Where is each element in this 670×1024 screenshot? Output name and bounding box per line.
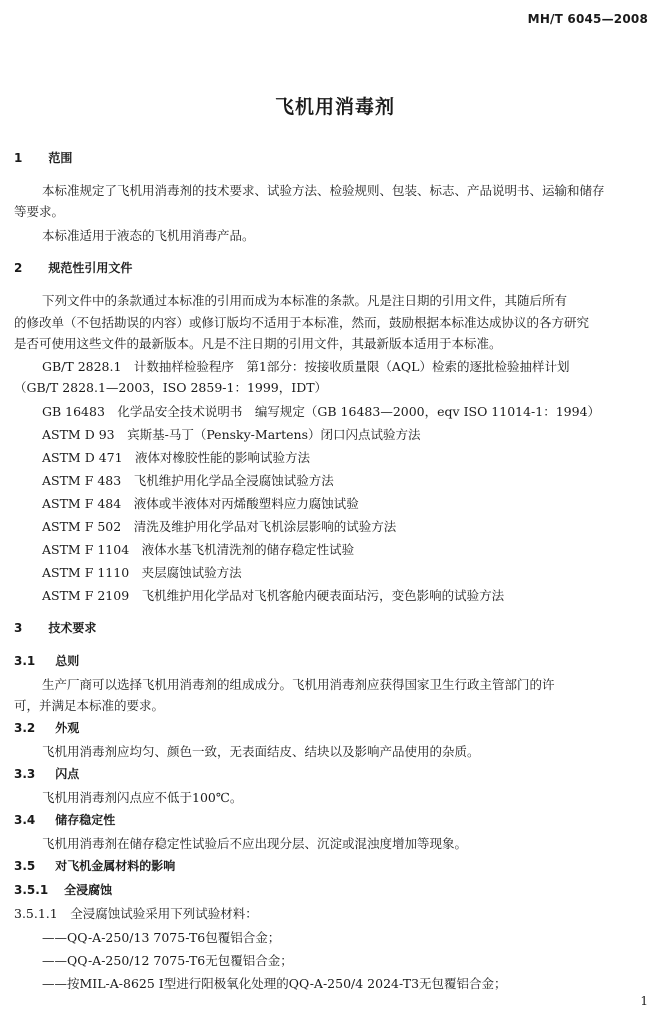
paragraph-line: ASTM F 483 飞机维护用化学品全浸腐蚀试验方法: [42, 473, 334, 488]
section-title: 对飞机金属材料的影响: [55, 859, 176, 873]
section-title: 全浸腐蚀: [64, 883, 113, 897]
section-number: 3.5: [14, 859, 36, 873]
paragraph-line: 3.5.1.1 全浸腐蚀试验采用下列试验材料：: [14, 906, 258, 921]
paragraph-line: ASTM F 502 清洗及维护用化学品对飞机涂层影响的试验方法: [42, 519, 397, 534]
paragraph-line: GB/T 2828.1 计数抽样检验程序 第1部分：按接收质量限（AQL）检索的逐批检验抽样计划: [42, 359, 570, 374]
paragraph-line: ASTM F 1110 夹层腐蚀试验方法: [42, 565, 242, 580]
paragraph-line: 本标准适用于液态的飞机用消毒产品。: [42, 228, 255, 243]
paragraph-line: ASTM F 2109 飞机维护用化学品对飞机客舱内硬表面玷污，变色影响的试验方法: [42, 588, 505, 603]
paragraph-line: ——QQ-A-250/12 7075-T6无包覆铝合金；: [42, 953, 293, 968]
section-heading: [14, 620, 96, 636]
section-number: 2: [14, 261, 23, 275]
section-number: 3.5.1: [14, 883, 49, 897]
paragraph-line: GB 16483 化学品安全技术说明书 编写规定（GB 16483—2000，eqv ISO 11014-1：1994）: [42, 404, 601, 419]
section-title: 储存稳定性: [55, 813, 116, 827]
paragraph-line: （GB/T 2828.1—2003，ISO 2859-1：1999，IDT）: [14, 380, 328, 395]
section-heading: [14, 260, 132, 276]
paragraph-line: ——QQ-A-250/13 7075-T6包覆铝合金；: [42, 930, 281, 945]
section-number: 3.4: [14, 813, 36, 827]
paragraph-line: 飞机用消毒剂在储存稳定性试验后不应出现分层、沉淀或混浊度增加等现象。: [42, 836, 468, 851]
standard-number: MH/T 6045—2008: [527, 12, 648, 26]
paragraph-line: 本标准规定了飞机用消毒剂的技术要求、试验方法、检验规则、包装、标志、产品说明书、运输和储存: [42, 183, 605, 198]
document-title: 飞机用消毒剂: [274, 96, 395, 118]
section-heading: [14, 150, 72, 166]
section-title: 外观: [55, 721, 80, 735]
paragraph-line: 的修改单（不包括勘误的内容）或修订版均不适用于本标准，然而，鼓励根据本标准达成协议的各方研究: [14, 315, 590, 330]
section-heading: [14, 858, 175, 874]
paragraph-line: ASTM F 484 液体或半液体对丙烯酸塑料应力腐蚀试验: [42, 496, 359, 511]
section-heading: [14, 882, 112, 898]
section-heading: [14, 720, 79, 736]
section-heading: [14, 812, 115, 828]
paragraph-line: 生产厂商可以选择飞机用消毒剂的组成成分。飞机用消毒剂应获得国家卫生行政主管部门的许: [42, 677, 555, 692]
paragraph-line: 是否可使用这些文件的最新版本。凡是不注日期的引用文件，其最新版本适用于本标准。: [14, 336, 502, 351]
page-number: 1: [640, 994, 648, 1008]
paragraph-line: ——按MIL-A-8625 Ⅰ型进行阳极氧化处理的QQ-A-250/4 2024-T3无包覆铝合金；: [42, 976, 507, 991]
section-heading: [14, 653, 79, 669]
section-number: 1: [14, 151, 23, 165]
section-number: 3.3: [14, 767, 36, 781]
paragraph-line: ASTM D 471 液体对橡胶性能的影响试验方法: [42, 450, 311, 465]
section-title: 范围: [48, 151, 73, 165]
paragraph-line: 下列文件中的条款通过本标准的引用而成为本标准的条款。凡是注日期的引用文件，其随后所有: [42, 293, 568, 308]
paragraph-line: 飞机用消毒剂闪点应不低于100℃。: [42, 790, 243, 805]
paragraph-line: ASTM F 1104 液体水基飞机清洗剂的储存稳定性试验: [42, 542, 355, 557]
section-number: 3.2: [14, 721, 36, 735]
paragraph-line: 可，并满足本标准的要求。: [14, 698, 165, 713]
paragraph-line: ASTM D 93 宾斯基-马丁（Pensky-Martens）闭口闪点试验方法: [42, 427, 421, 442]
paragraph-line: 等要求。: [14, 204, 65, 219]
section-title: 技术要求: [48, 621, 97, 635]
section-title: 总则: [55, 654, 80, 668]
section-title: 闪点: [55, 767, 80, 781]
section-heading: [14, 766, 79, 782]
section-title: 规范性引用文件: [48, 261, 133, 275]
paragraph-line: 飞机用消毒剂应均匀、颜色一致，无表面结皮、结块以及影响产品使用的杂质。: [42, 744, 480, 759]
section-number: 3: [14, 621, 23, 635]
section-number: 3.1: [14, 654, 36, 668]
